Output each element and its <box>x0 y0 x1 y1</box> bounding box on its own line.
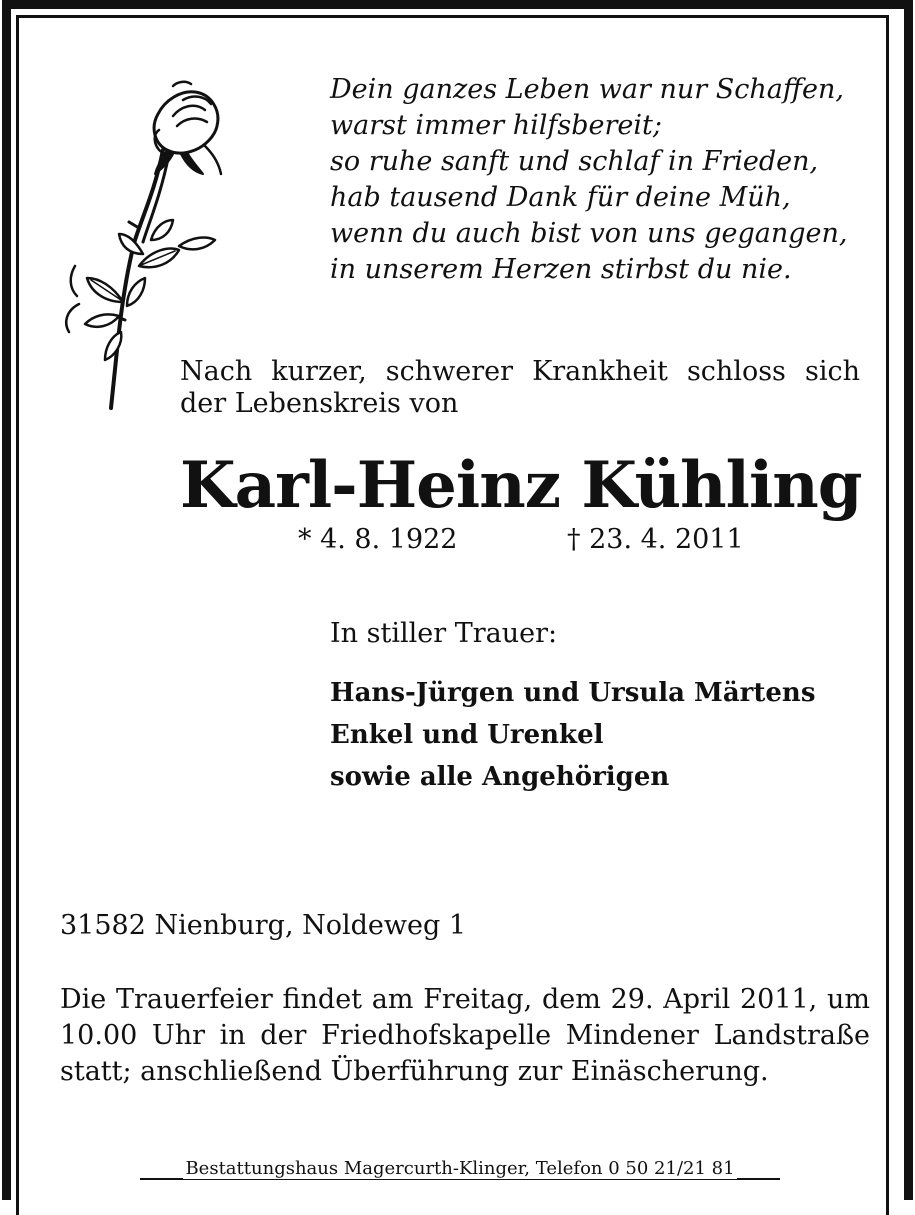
poem-line: hab tausend Dank für deine Müh, <box>330 182 791 213</box>
mourner-entry: Hans-Jürgen und Ursula Märtens <box>330 678 816 708</box>
service-info <box>60 982 870 1090</box>
deceased-name: Karl-Heinz Kühling <box>180 448 862 523</box>
poem-line: warst immer hilfsbereit; <box>330 110 662 141</box>
memorial-poem <box>330 72 890 288</box>
service-line: statt; anschließend Überführung zur Einäscherung. <box>60 1056 769 1087</box>
funeral-home-footer <box>140 1158 780 1184</box>
service-line: 10.00 Uhr in der Friedhofskapelle Mindener Landstraße <box>60 1020 870 1051</box>
address: 31582 Nienburg, Noldeweg 1 <box>60 910 467 941</box>
mourner-entry: Enkel und Urenkel <box>330 720 604 750</box>
intro-text <box>180 356 860 420</box>
death-date: † 23. 4. 2011 <box>567 524 744 555</box>
poem-line: so ruhe sanft und schlaf in Frieden, <box>330 146 819 177</box>
poem-line: wenn du auch bist von uns gegangen, <box>330 218 848 249</box>
intro-line: Nach kurzer, schwerer Krankheit schloss sich <box>180 356 860 387</box>
mourners-list <box>330 672 815 798</box>
footer-text: Bestattungshaus Magercurth-Klinger, Telefon 0 50 21/21 81 <box>185 1158 735 1179</box>
mourner-entry: sowie alle Angehörigen <box>330 762 670 792</box>
service-line: Die Trauerfeier findet am Freitag, dem 29. April 2011, um <box>60 984 870 1015</box>
mourning-label: In stiller Trauer: <box>330 618 558 649</box>
intro-line: der Lebenskreis von <box>180 388 459 419</box>
birth-date: * 4. 8. 1922 <box>298 524 458 555</box>
poem-line: Dein ganzes Leben war nur Schaffen, <box>330 74 844 105</box>
poem-line: in unserem Herzen stirbst du nie. <box>330 254 792 285</box>
